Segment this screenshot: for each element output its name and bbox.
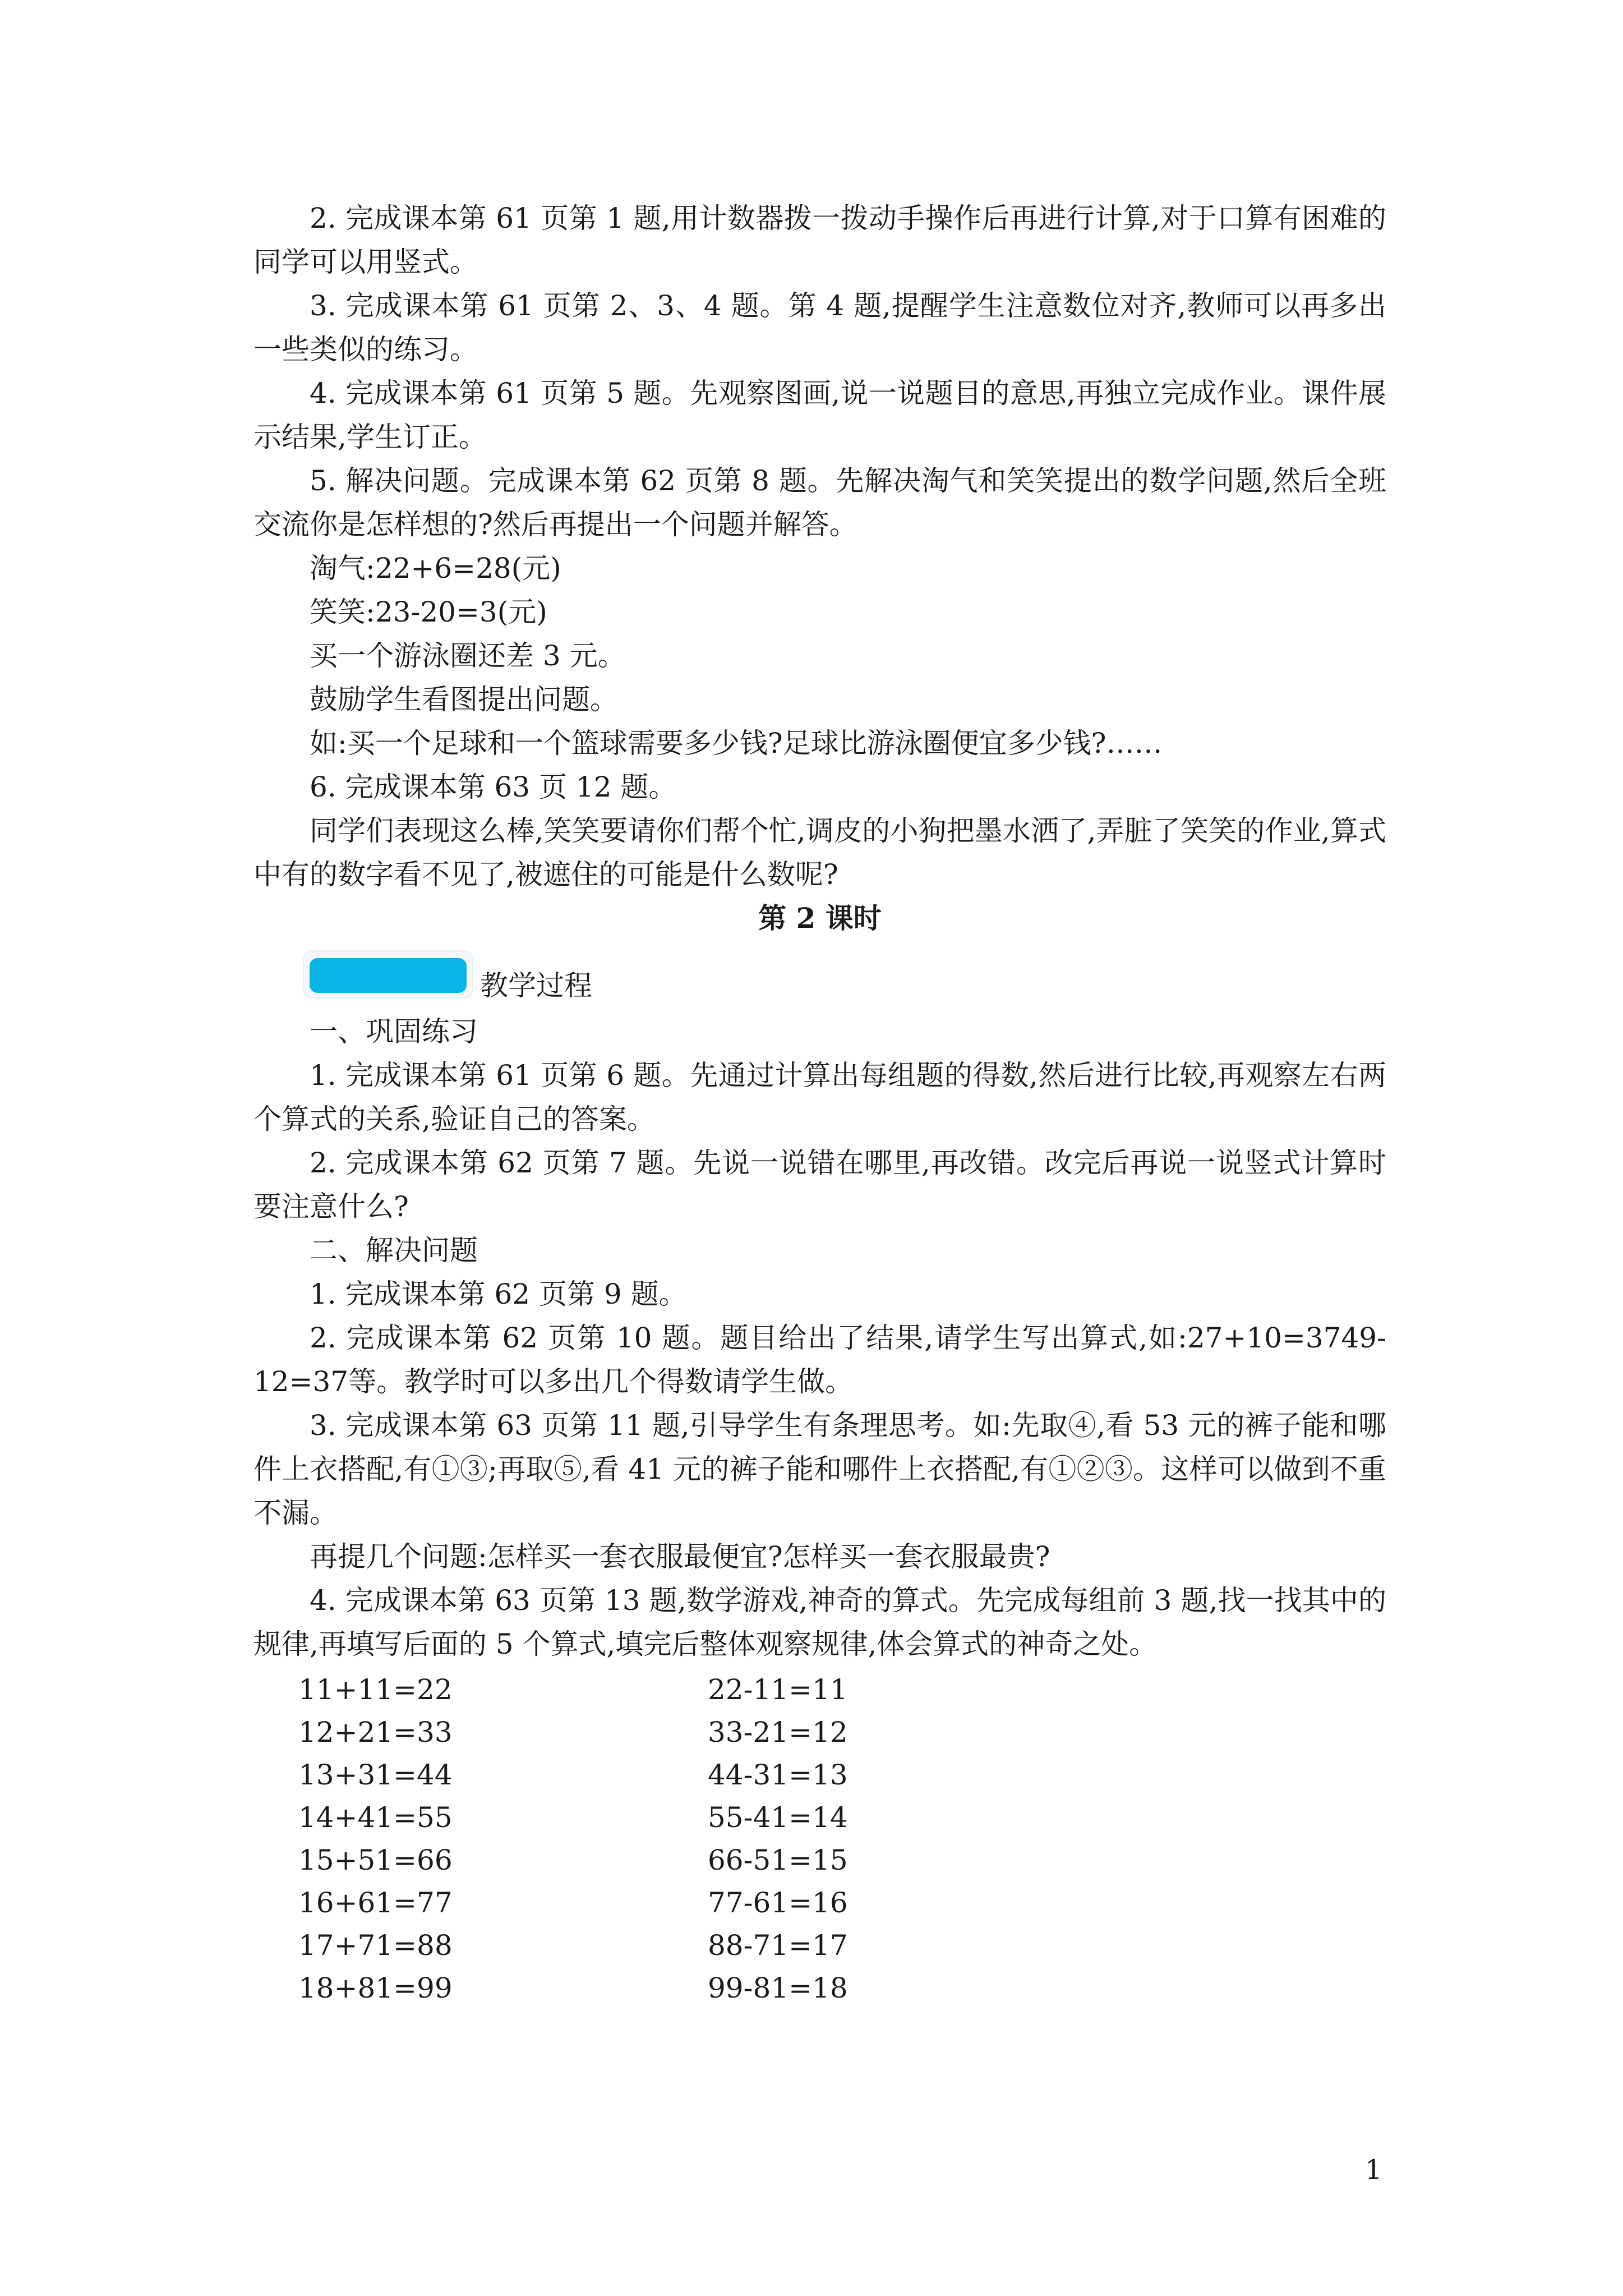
paragraph: 2. 完成课本第 62 页第 7 题。先说一说错在哪里,再改错。改完后再说一说竖式计算时要注意什么? bbox=[253, 1147, 1386, 1223]
equation-row bbox=[253, 1796, 1386, 1839]
section-heading: 二、解决问题 bbox=[310, 1234, 478, 1267]
text-line: 1. 完成课本第 62 页第 9 题。 bbox=[310, 1278, 687, 1310]
paragraph: 2. 完成课本第 62 页第 10 题。题目给出了结果,请学生写出算式,如:27+10=3749-12=37等。教学时可以多出几个得数请学生做。 bbox=[253, 1322, 1386, 1398]
equation-add: 13+31=44 bbox=[298, 1759, 453, 1791]
section-heading: 一、巩固练习 bbox=[310, 1015, 478, 1048]
section-header bbox=[253, 947, 1386, 1010]
equation-add: 15+51=66 bbox=[298, 1844, 453, 1876]
section-badge bbox=[304, 951, 472, 997]
paragraph: 2. 完成课本第 61 页第 1 题,用计数器拨一拨动手操作后再进行计算,对于口算有困难的同学可以用竖式。 bbox=[253, 202, 1386, 278]
equation-row bbox=[253, 1881, 1386, 1924]
paragraph: 同学们表现这么棒,笑笑要请你们帮个忙,调皮的小狗把墨水洒了,弄脏了笑笑的作业,算式中有的数字看不见了,被遮住的可能是什么数呢? bbox=[253, 815, 1386, 891]
page-content bbox=[253, 196, 1386, 2009]
paragraph: 1. 完成课本第 61 页第 6 题。先通过计算出每组题的得数,然后进行比较,再观察左右两个算式的关系,验证自己的答案。 bbox=[253, 1059, 1386, 1135]
equation-sub: 55-41=14 bbox=[708, 1801, 848, 1834]
text-line: 淘气:22+6=28(元) bbox=[310, 552, 561, 585]
equation-add: 14+41=55 bbox=[298, 1801, 453, 1834]
paragraph: 3. 完成课本第 61 页第 2、3、4 题。第 4 题,提醒学生注意数位对齐,教师可以再多出一些类似的练习。 bbox=[253, 289, 1386, 366]
equation-row bbox=[253, 1754, 1386, 1796]
page-number: 1 bbox=[1365, 2154, 1382, 2185]
equation-add: 16+61=77 bbox=[298, 1887, 453, 1919]
equation-row bbox=[253, 1668, 1386, 1711]
equation-sub: 88-71=17 bbox=[708, 1929, 848, 1962]
equation-row bbox=[253, 1924, 1386, 1967]
text-line: 再提几个问题:怎样买一套衣服最便宜?怎样买一套衣服最贵? bbox=[310, 1540, 1050, 1573]
equation-sub: 44-31=13 bbox=[708, 1759, 848, 1791]
equation-row bbox=[253, 1711, 1386, 1754]
equation-add: 12+21=33 bbox=[298, 1716, 453, 1749]
text-line: 笑笑:23-20=3(元) bbox=[310, 596, 547, 628]
section-badge-fill bbox=[310, 958, 467, 993]
paragraph: 4. 完成课本第 63 页第 13 题,数学游戏,神奇的算式。先完成每组前 3 题,找一找其中的规律,再填写后面的 5 个算式,填完后整体观察规律,体会算式的神奇之处。 bbox=[253, 1584, 1386, 1660]
equation-sub: 22-11=11 bbox=[708, 1673, 848, 1706]
equation-sub: 77-61=16 bbox=[708, 1887, 848, 1919]
equation-row bbox=[253, 1839, 1386, 1881]
section-label: 教学过程 bbox=[480, 969, 592, 1002]
paragraph: 4. 完成课本第 61 页第 5 题。先观察图画,说一说题目的意思,再独立完成作业。课件展示结果,学生订正。 bbox=[253, 377, 1386, 453]
text-line: 6. 完成课本第 63 页 12 题。 bbox=[310, 771, 677, 803]
lesson-title: 第 2 课时 bbox=[758, 901, 882, 935]
paragraph: 3. 完成课本第 63 页第 11 题,引导学生有条理思考。如:先取④,看 53 元的裤子能和哪件上衣搭配,有①③;再取⑤,看 41 元的裤子能和哪件上衣搭配,有①②③。这样可以做到不重不漏。 bbox=[253, 1409, 1386, 1529]
equation-row bbox=[253, 1967, 1386, 2009]
paragraph: 5. 解决问题。完成课本第 62 页第 8 题。先解决淘气和笑笑提出的数学问题,然后全班交流你是怎样想的?然后再提出一个问题并解答。 bbox=[253, 464, 1386, 541]
text-line: 买一个游泳圈还差 3 元。 bbox=[310, 639, 626, 672]
equation-sub: 33-21=12 bbox=[708, 1716, 848, 1749]
equation-add: 17+71=88 bbox=[298, 1929, 453, 1962]
equation-list bbox=[253, 1668, 1386, 2009]
equation-sub: 99-81=18 bbox=[708, 1972, 848, 2004]
equation-sub: 66-51=15 bbox=[708, 1844, 848, 1876]
text-line: 鼓励学生看图提出问题。 bbox=[310, 683, 618, 716]
text-line: 如:买一个足球和一个篮球需要多少钱?足球比游泳圈便宜多少钱?…… bbox=[310, 727, 1163, 760]
equation-add: 18+81=99 bbox=[298, 1972, 453, 2004]
equation-add: 11+11=22 bbox=[298, 1673, 453, 1706]
